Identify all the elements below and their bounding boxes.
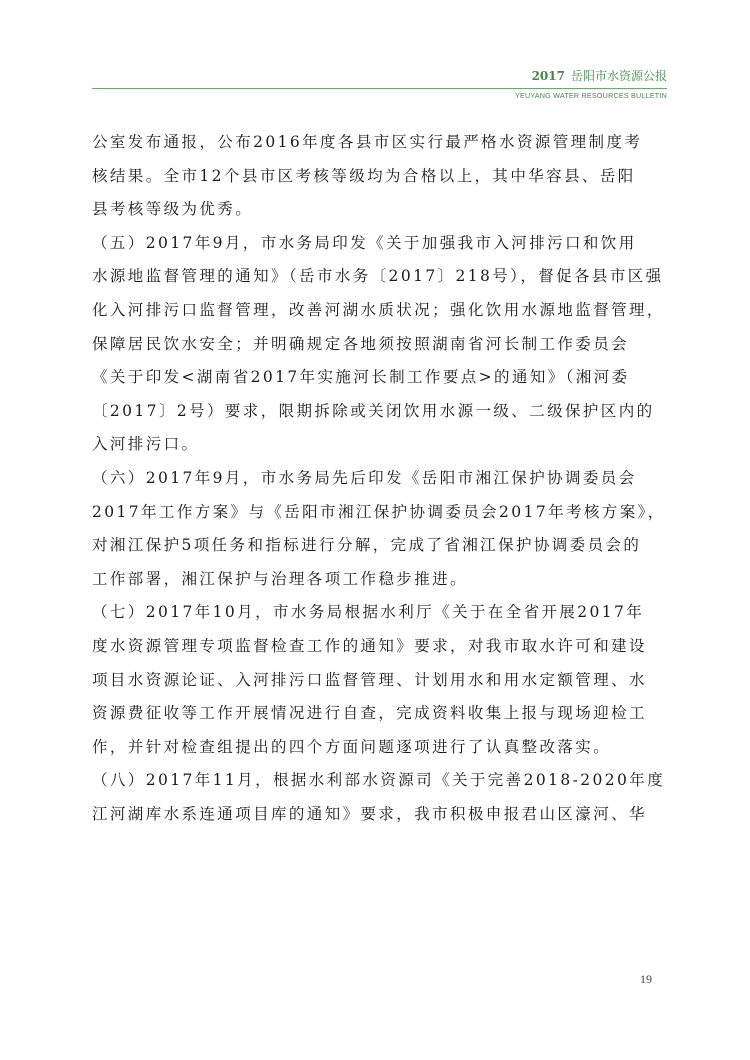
text-line: 《关于印发<湖南省2017年实施河长制工作要点>的通知》（湘河委 bbox=[92, 368, 630, 387]
text-line: 入河排污口。 bbox=[92, 435, 200, 454]
bulletin-subtitle: YEUYANG WATER RESOURCES BULLETIN bbox=[514, 91, 667, 100]
text-line: 2017年工作方案》与《岳阳市湘江保护协调委员会2017年考核方案》， bbox=[92, 502, 666, 521]
body-text bbox=[92, 126, 667, 831]
text-line: 度水资源管理专项监督检查工作的通知》要求，对我市取水许可和建设 bbox=[92, 636, 647, 655]
text-line: 县考核等级为优秀。 bbox=[92, 200, 254, 219]
text-line: （七）2017年10月，市水务局根据水利厅《关于在全省开展2017年 bbox=[92, 603, 645, 622]
text-line: 作，并针对检查组提出的四个方面问题逐项进行了认真整改落实。 bbox=[92, 737, 612, 756]
text-line: 保障居民饮水安全；并明确规定各地须按照湖南省河长制工作委员会 bbox=[92, 334, 630, 353]
text-line: 水源地监督管理的通知》（岳市水务〔2017〕218号），督促各县市区强 bbox=[92, 267, 664, 286]
text-line: 项目水资源论证、入河排污口监督管理、计划用水和用水定额管理、水 bbox=[92, 670, 647, 689]
text-line: 江河湖库水系连通项目库的通知》要求，我市积极申报君山区濠河、华 bbox=[92, 804, 647, 823]
page-number: 19 bbox=[640, 972, 652, 986]
text-line: （六）2017年9月，市水务局先后印发《岳阳市湘江保护协调委员会 bbox=[92, 468, 637, 487]
text-line: 资源费征收等工作开展情况进行自查，完成资料收集上报与现场迎检工 bbox=[92, 704, 647, 723]
bulletin-year: 2017 bbox=[531, 69, 565, 83]
text-line: 工作部署，湘江保护与治理各项工作稳步推进。 bbox=[92, 569, 468, 588]
text-line: 〔2017〕2号）要求，限期拆除或关闭饮用水源一级、二级保护区内的 bbox=[92, 401, 655, 420]
text-line: 化入河排污口监督管理，改善河湖水质状况；强化饮用水源地监督管理， bbox=[92, 300, 665, 319]
text-line: 对湘江保护5项任务和指标进行分解，完成了省湘江保护协调委员会的 bbox=[92, 536, 642, 555]
text-line: （八）2017年11月，根据水利部水资源司《关于完善2018-2020年度 bbox=[92, 771, 666, 790]
header-divider bbox=[92, 88, 667, 89]
bulletin-name: 岳阳市水资源公报 bbox=[570, 69, 667, 83]
text-line: 核结果。全市12个县市区考核等级均为合格以上，其中华容县、岳阳 bbox=[92, 166, 636, 185]
text-line: （五）2017年9月，市水务局印发《关于加强我市入河排污口和饮用 bbox=[92, 233, 637, 252]
bulletin-title bbox=[532, 67, 667, 84]
text-line: 公室发布通报，公布2016年度各县市区实行最严格水资源管理制度考 bbox=[92, 133, 643, 151]
